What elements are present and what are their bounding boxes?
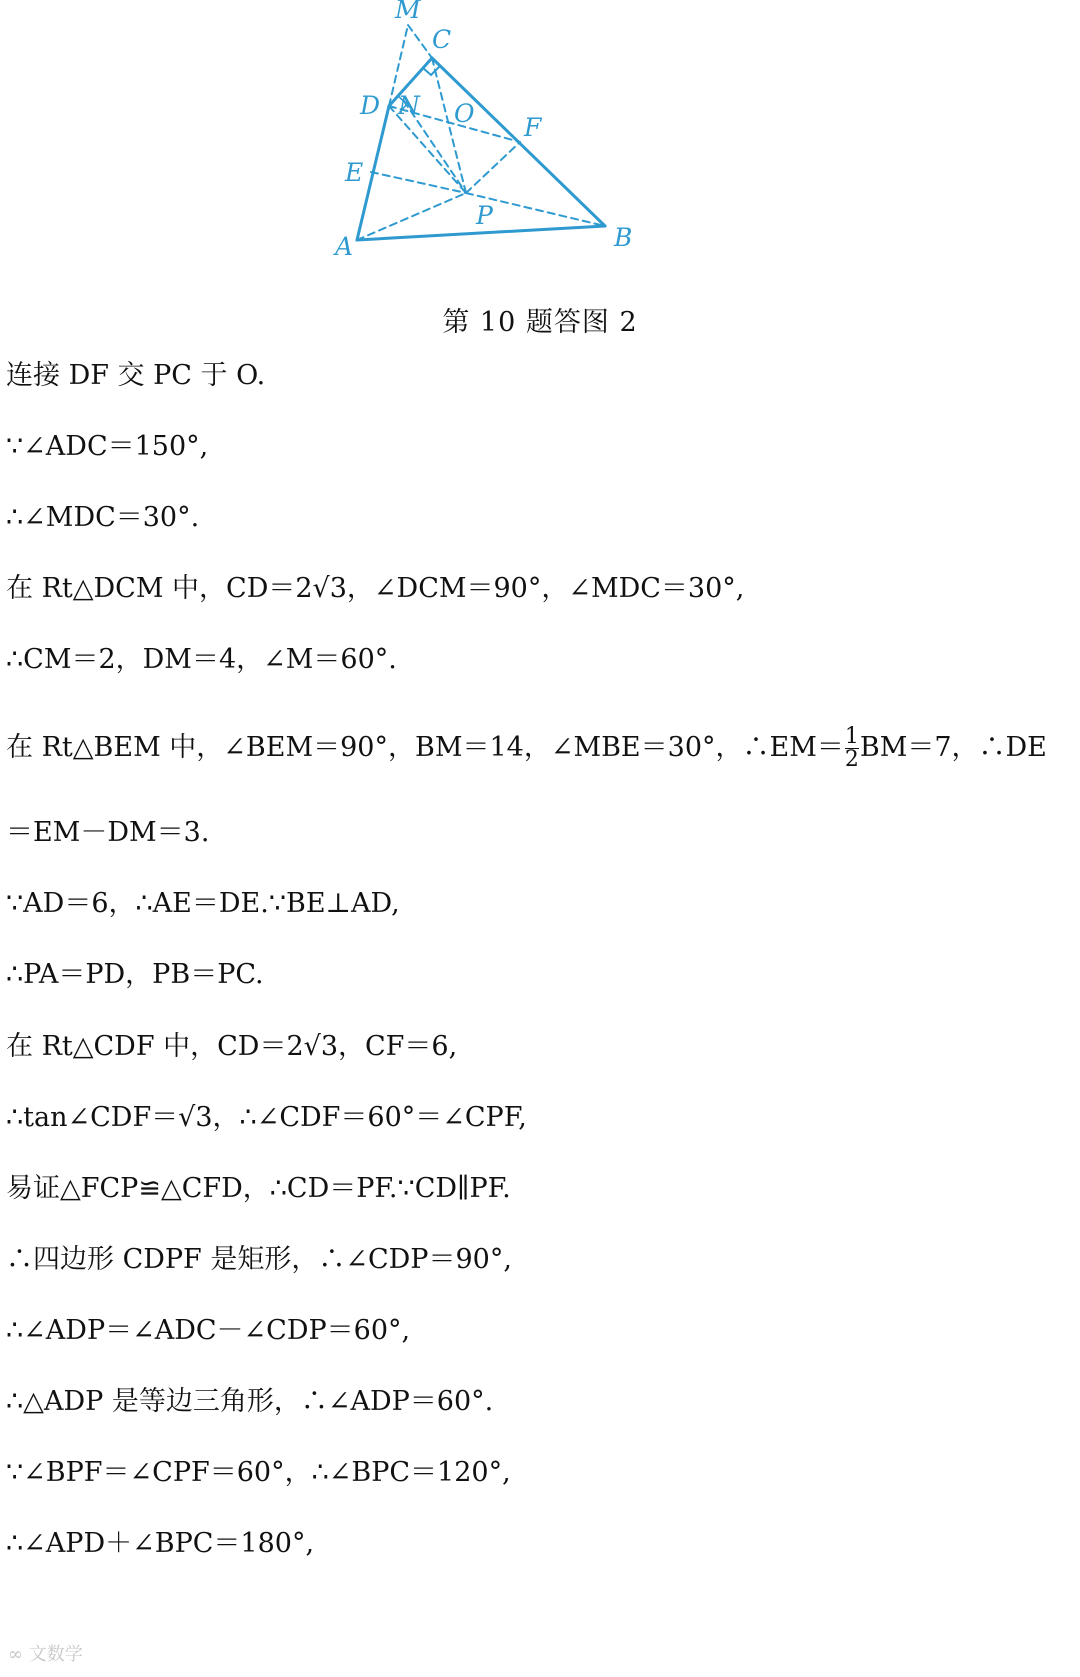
solution-line-9: ∴PA＝PD，PB＝PC. xyxy=(6,959,264,990)
solution-line-3: ∴∠MDC＝30°. xyxy=(6,502,200,533)
solution-line-6 xyxy=(6,726,1047,771)
fraction-one-half xyxy=(845,726,859,771)
solution-line-5: ∴CM＝2，DM＝4，∠M＝60°. xyxy=(6,644,397,675)
solution-line-11: ∴tan∠CDF＝√3，∴∠CDF＝60°＝∠CPF, xyxy=(6,1102,527,1133)
line6-post: BM＝7，∴DE xyxy=(859,732,1047,763)
line6-pre: 在 Rt△BEM 中，∠BEM＝90°，BM＝14，∠MBE＝30°，∴EM＝ xyxy=(6,732,844,763)
solution-line-16: ∵∠BPF＝∠CPF＝60°，∴∠BPC＝120°, xyxy=(6,1457,511,1488)
solution-line-13: ∴四边形 CDPF 是矩形，∴∠CDP＝90°, xyxy=(6,1244,512,1275)
solution-line-8: ∵AD＝6，∴AE＝DE.∵BE⊥AD, xyxy=(6,888,400,919)
solution-line-4: 在 Rt△DCM 中，CD＝2√3，∠DCM＝90°，∠MDC＝30°, xyxy=(6,573,745,604)
fraction-numerator: 1 xyxy=(844,724,859,749)
solution-line-10: 在 Rt△CDF 中，CD＝2√3，CF＝6, xyxy=(6,1031,458,1062)
segment-AP xyxy=(357,193,466,240)
solution-line-17: ∴∠APD＋∠BPC＝180°, xyxy=(6,1528,315,1559)
solution-line-12: 易证△FCP≌△CFD，∴CD＝PF.∵CD∥PF. xyxy=(6,1173,511,1204)
segment-PF xyxy=(466,142,520,193)
solution-line-14: ∴∠ADP＝∠ADC－∠CDP＝60°, xyxy=(6,1315,411,1346)
point-label-A: A xyxy=(335,232,354,261)
solution-line-7: ＝EM－DM＝3. xyxy=(6,817,210,848)
geometry-figure xyxy=(0,0,1080,290)
point-label-B: B xyxy=(614,223,633,252)
solution-line-15: ∴△ADP 是等边三角形，∴∠ADP＝60°. xyxy=(6,1386,494,1417)
solution-line-1: 连接 DF 交 PC 于 O. xyxy=(6,360,266,391)
point-label-E: E xyxy=(345,158,364,187)
segment-MC xyxy=(408,25,432,58)
point-label-P: P xyxy=(476,201,493,230)
watermark: ∞ 文数学 xyxy=(8,1644,83,1665)
point-label-N: N xyxy=(398,91,420,120)
solution-line-2: ∵∠ADC＝150°, xyxy=(6,431,209,462)
segment-EP xyxy=(371,172,466,193)
point-label-M: M xyxy=(395,0,421,24)
point-label-C: C xyxy=(432,25,452,54)
figure-caption: 第 10 题答图 2 xyxy=(442,307,638,338)
point-label-D: D xyxy=(360,91,381,120)
point-label-O: O xyxy=(454,99,475,128)
fraction-denominator: 2 xyxy=(844,747,859,772)
point-label-F: F xyxy=(524,113,542,142)
